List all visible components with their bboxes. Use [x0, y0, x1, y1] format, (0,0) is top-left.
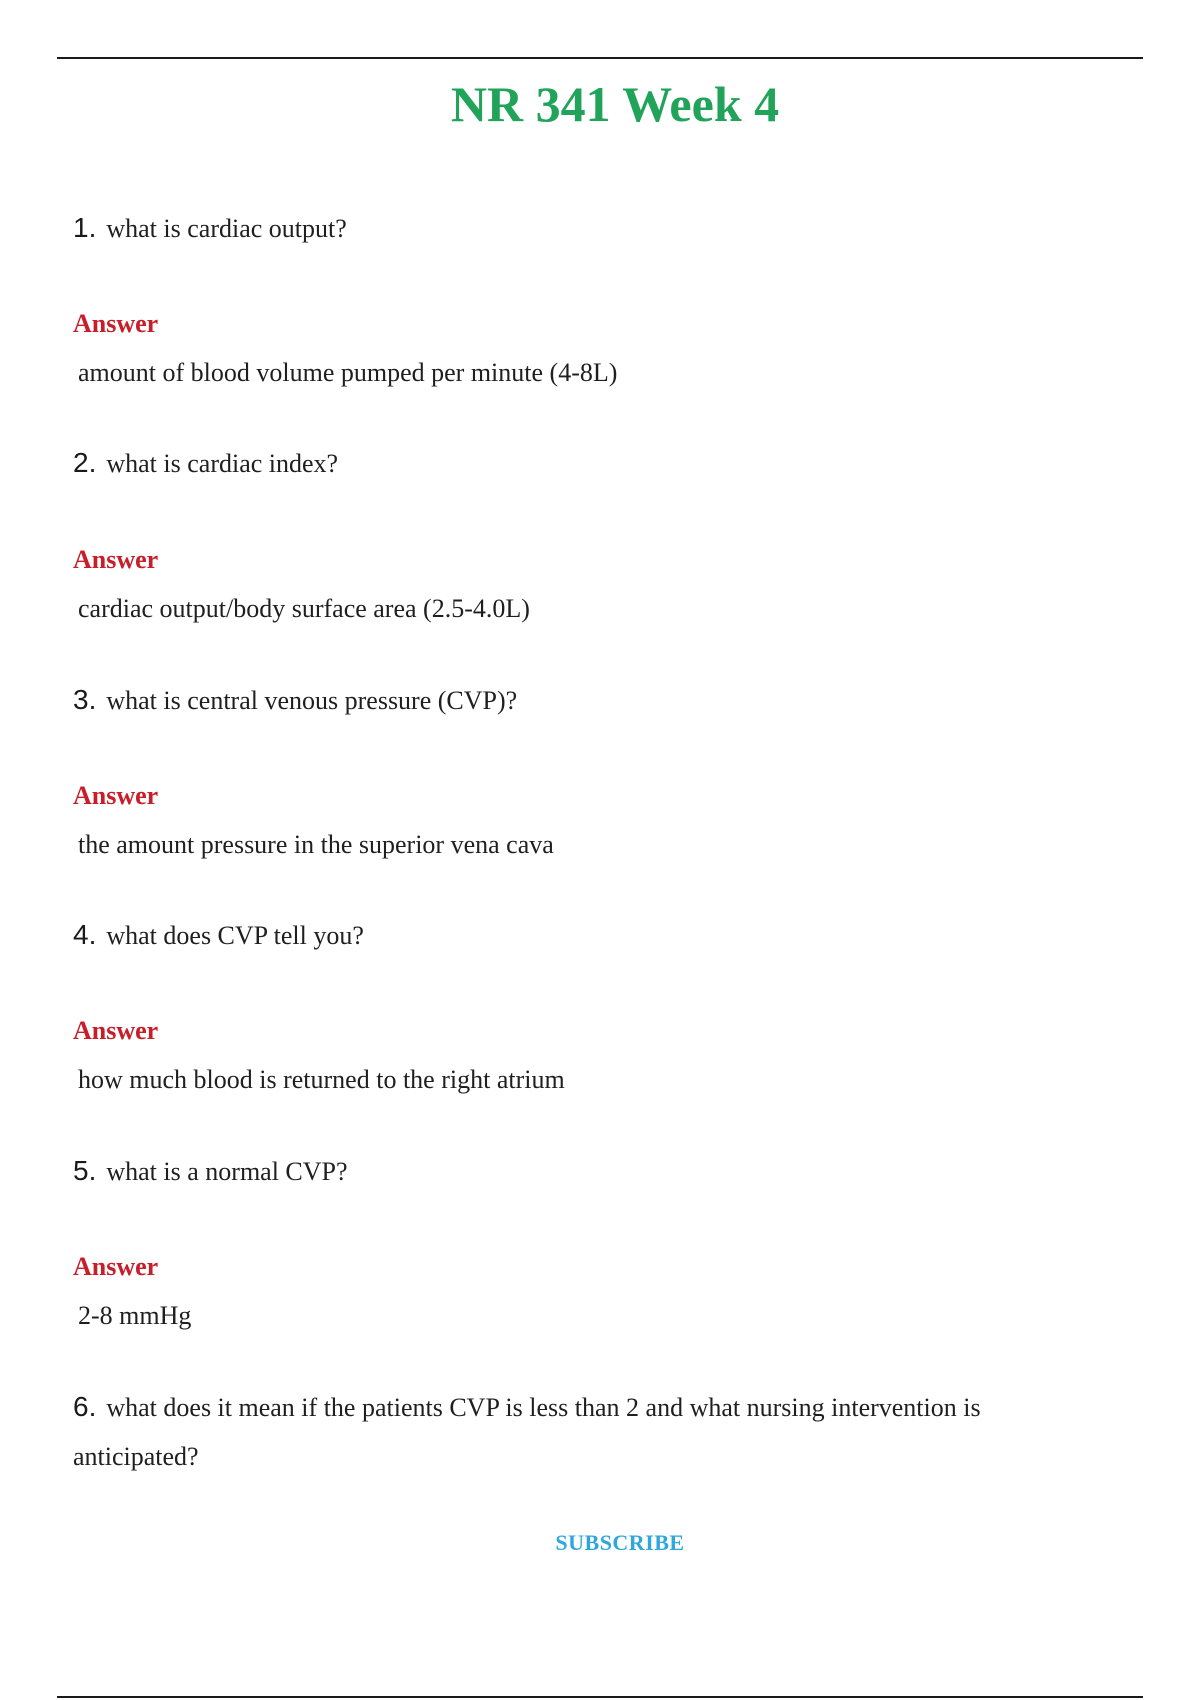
bottom-rule [57, 1696, 1143, 1698]
question-text: what is central venous pressure (CVP)? [106, 686, 518, 715]
question-1 [73, 206, 1093, 251]
question-text: what does CVP tell you? [106, 921, 364, 950]
answer-label-1: Answer [73, 309, 159, 338]
question-text: what does it mean if the patients CVP is less than 2 and what nursing intervention is anticipated? [73, 1393, 981, 1471]
question-3 [73, 678, 1093, 723]
question-number: 2. [73, 447, 97, 478]
question-number: 5. [73, 1155, 97, 1186]
question-text: what is a normal CVP? [106, 1157, 348, 1186]
subscribe-link[interactable]: SUBSCRIBE [555, 1530, 685, 1555]
answer-text-1: amount of blood volume pumped per minute (4-8L) [78, 358, 618, 387]
question-number: 6. [73, 1391, 97, 1422]
top-rule [57, 57, 1143, 59]
question-4 [73, 913, 1093, 958]
answer-label-4: Answer [73, 1016, 159, 1045]
answer-text-5: 2-8 mmHg [78, 1301, 192, 1330]
question-number: 3. [73, 684, 97, 715]
question-number: 1. [73, 212, 97, 243]
document-title: NR 341 Week 4 [450, 76, 780, 132]
answer-text-3: the amount pressure in the superior vena cava [78, 830, 554, 859]
answer-label-2: Answer [73, 545, 159, 574]
question-text: what is cardiac output? [106, 214, 347, 243]
question-text: what is cardiac index? [106, 449, 339, 478]
question-6 [73, 1382, 1093, 1481]
answer-text-2: cardiac output/body surface area (2.5-4.0L) [78, 594, 530, 623]
question-number: 4. [73, 919, 97, 950]
question-5 [73, 1149, 1093, 1194]
question-2 [73, 441, 1093, 486]
answer-text-4: how much blood is returned to the right atrium [78, 1065, 565, 1094]
answer-label-3: Answer [73, 781, 159, 810]
answer-label-5: Answer [73, 1252, 159, 1281]
